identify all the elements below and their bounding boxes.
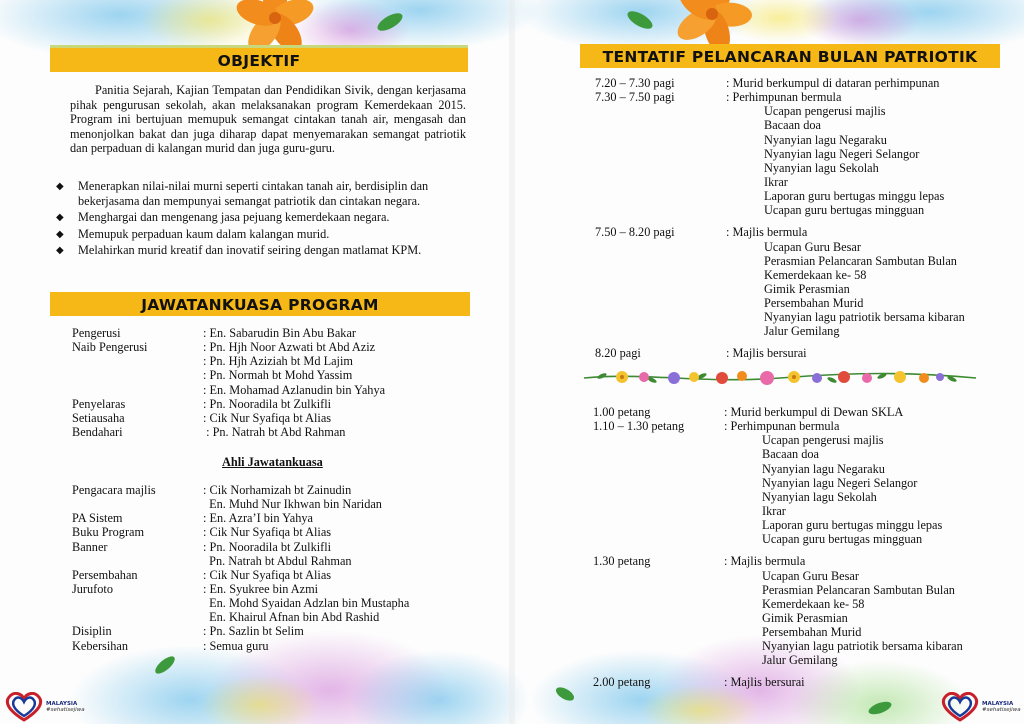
table-row [593, 569, 963, 583]
row-value: Nyanyian lagu Negeri Selangor [764, 146, 920, 161]
table-row [593, 653, 963, 667]
table-row [593, 447, 963, 461]
row-value: Ucapan guru bertugas mingguan [762, 532, 923, 547]
row-value: Kemerdekaan ke- 58 [764, 267, 867, 282]
table-row [595, 268, 965, 282]
table-row [595, 346, 965, 360]
row-label: 7.50 – 8.20 pagi [595, 225, 675, 240]
row-value: Nyanyian lagu patriotik bersama kibaran [762, 639, 963, 654]
row-label [593, 625, 724, 639]
row-label [593, 504, 724, 518]
row-label [595, 189, 726, 203]
row-value: Bacaan doa [762, 447, 820, 462]
row-value: : En. Sabarudin Bin Abu Bakar [203, 326, 357, 340]
row-label: Setiausaha [72, 410, 125, 425]
row-label: Bendahari [72, 424, 123, 439]
row-label [72, 368, 203, 382]
row-value: : Pn. Nooradila bt Zulkifli [203, 539, 332, 554]
row-label: 7.30 – 7.50 pagi [595, 90, 675, 105]
row-value: Bacaan doa [764, 118, 822, 133]
row-value: En. Muhd Nur Ikhwan bin Naridan [203, 497, 382, 512]
table-row [595, 310, 965, 324]
list-item: ◆ Memupuk perpaduan kaum dalam kalangan murid. [56, 226, 330, 241]
row-value: Gimik Perasmian [762, 610, 848, 625]
row-value: : Cik Nur Syafiqa bt Alias [203, 410, 332, 425]
table-row [595, 133, 965, 147]
row-label [595, 282, 726, 296]
row-value: : Semua guru [203, 638, 269, 653]
row-label [595, 324, 726, 338]
table-row [72, 326, 385, 340]
table-row [595, 161, 965, 175]
afternoon-schedule [593, 405, 963, 689]
logo-name: MALAYSIA [982, 701, 1014, 707]
row-value: Ucapan guru bertugas mingguan [764, 203, 925, 218]
table-row [593, 532, 963, 546]
row-value: : En. Syukree bin Azmi [203, 581, 319, 596]
table-row [593, 625, 963, 639]
row-label [593, 532, 724, 546]
row-label: Disiplin [72, 624, 112, 639]
row-value: Nyanyian lagu Sekolah [764, 160, 879, 175]
row-value: Persembahan Murid [764, 296, 864, 311]
row-value: Kemerdekaan ke- 58 [762, 596, 865, 611]
row-value: Nyanyian lagu patriotik bersama kibaran [764, 310, 965, 325]
table-row [595, 324, 965, 338]
row-value: : Pn. Sazlin bt Selim [203, 624, 304, 639]
row-value: : Pn. Normah bt Mohd Yassim [203, 368, 353, 383]
bullet-icon: ◆ [56, 181, 64, 192]
table-row [593, 611, 963, 625]
row-label: 1.30 petang [593, 554, 651, 569]
table-row [593, 405, 963, 419]
table-row [593, 476, 963, 490]
row-label: Buku Program [72, 525, 145, 540]
row-value: : Perhimpunan bermula [726, 90, 842, 105]
row-label [595, 118, 726, 132]
table-row [595, 118, 965, 132]
table-row [72, 596, 409, 610]
row-label: 1.10 – 1.30 petang [593, 419, 685, 434]
row-label: Banner [72, 539, 108, 554]
row-label [593, 462, 724, 476]
table-row [593, 504, 963, 518]
row-value: : En. Azra’I bin Yahya [203, 511, 313, 526]
row-value: : Pn. Hjh Aziziah bt Md Lajim [203, 354, 353, 369]
row-label [595, 161, 726, 175]
row-label [593, 447, 724, 461]
row-label: Kebersihan [72, 638, 128, 653]
row-value: : Pn. Natrah bt Abd Rahman [203, 424, 346, 439]
row-label: Naib Pengerusi [72, 340, 148, 355]
row-label [595, 104, 726, 118]
table-row [595, 254, 965, 268]
table-row [595, 189, 965, 203]
row-value: Ucapan Guru Besar [762, 568, 859, 583]
row-value: Laporan guru bertugas minggu lepas [764, 189, 945, 204]
row-label [593, 518, 724, 532]
table-row [593, 490, 963, 504]
row-label: 7.20 – 7.30 pagi [595, 76, 675, 90]
bullet-icon: ◆ [56, 212, 64, 224]
row-label [72, 610, 203, 624]
logo-tagline: #sehatisejiwa [46, 707, 85, 713]
list-item: ◆ Menghargai dan mengenang jasa pejuang kemerdekaan negara. [56, 210, 390, 225]
row-label: Pengerusi [72, 326, 121, 340]
table-row [595, 296, 965, 310]
row-label [593, 569, 724, 583]
table-row [72, 497, 409, 511]
row-value: : Majlis bersurai [726, 345, 807, 360]
row-label [593, 597, 724, 611]
row-value: Ucapan pengerusi majlis [764, 104, 886, 119]
row-value: Nyanyian lagu Negaraku [764, 132, 887, 147]
heart-logo-icon [4, 692, 44, 722]
malaysia-logo-left [4, 692, 85, 722]
table-row [593, 518, 963, 532]
objective-list [55, 179, 475, 259]
objektif-paragraph: Panitia Sejarah, Kajian Tempatan dan Pendidikan Sivik, dengan kerjasama pihak pengurusan sekolah, akan melaksanakan program Kemerdekaan 2015. Program ini bertujuan memupuk semangat cintakan tanah air, mengasah dan menonjolkan bakat dan juga diharap dapat menyemarakan semangat patriotik dan perpaduan di kalangan murid dan juga guru-guru. [70, 83, 466, 156]
row-label [595, 133, 726, 147]
row-value: : Perhimpunan bermula [724, 419, 840, 434]
row-label [72, 497, 203, 511]
list-item: ◆ Melahirkan murid kreatif dan inovatif seiring dengan matlamat KPM. [56, 242, 422, 257]
table-row [72, 639, 409, 653]
row-value: : Cik Nur Syafiqa bt Alias [203, 525, 332, 540]
row-value: : Murid berkumpul di dataran perhimpunan [726, 76, 940, 90]
row-value: : Pn. Nooradila bt Zulkifli [203, 396, 332, 411]
row-label [595, 296, 726, 310]
row-value: : En. Mohamad Azlanudin bin Yahya [203, 382, 386, 397]
jawatankuasa-heading: JAWATANKUASA PROGRAM [50, 292, 470, 316]
row-value: Jalur Gemilang [764, 324, 840, 339]
list-item: ◆ Menerapkan nilai-nilai murni seperti cintakan tanah air, berdisiplin dan bekerjasama dan mempunyai semangat patriotik dan cintakan negara. [56, 179, 429, 209]
row-value: En. Khairul Afnan bin Abd Rashid [203, 610, 380, 625]
table-row [595, 203, 965, 217]
table-row [595, 104, 965, 118]
row-label [593, 476, 724, 490]
row-label: 2.00 petang [593, 674, 651, 689]
row-value: Gimik Perasmian [764, 281, 850, 296]
ahli-list [72, 483, 409, 653]
row-value: Perasmian Pelancaran Sambutan Bulan [764, 253, 957, 268]
row-value: Nyanyian lagu Sekolah [762, 489, 877, 504]
table-row [595, 225, 965, 239]
table-row [72, 610, 409, 624]
row-value: Laporan guru bertugas minggu lepas [762, 518, 943, 533]
objektif-heading: OBJEKTIF [50, 45, 468, 72]
table-row [595, 175, 965, 189]
row-value: En. Mohd Syaidan Adzlan bin Mustapha [203, 596, 410, 611]
table-row [72, 340, 385, 354]
row-value: : Majlis bermula [724, 554, 806, 569]
row-label [595, 147, 726, 161]
logo-name: MALAYSIA [46, 701, 78, 707]
row-value: Nyanyian lagu Negeri Selangor [762, 475, 918, 490]
row-label [72, 354, 203, 368]
table-row [72, 582, 409, 596]
table-row [72, 568, 409, 582]
table-row [72, 354, 385, 368]
row-label [595, 268, 726, 282]
row-value: Ikrar [762, 503, 786, 518]
row-label: 8.20 pagi [595, 345, 641, 360]
row-label: PA Sistem [72, 511, 123, 526]
table-row [593, 419, 963, 433]
row-value: Nyanyian lagu Negaraku [762, 461, 885, 476]
table-row [72, 397, 385, 411]
table-row [595, 76, 965, 90]
row-label [595, 310, 726, 324]
row-label [593, 653, 724, 667]
table-row [593, 639, 963, 653]
row-value: Persembahan Murid [762, 625, 862, 640]
table-row [72, 554, 409, 568]
committee-list [72, 326, 385, 439]
row-label [593, 639, 724, 653]
table-row [72, 540, 409, 554]
row-value: : Murid berkumpul di Dewan SKLA [724, 405, 904, 419]
row-value: : Cik Nur Syafiqa bt Alias [203, 567, 332, 582]
row-value: : Majlis bersurai [724, 674, 805, 689]
table-row [595, 240, 965, 254]
bullet-icon: ◆ [56, 244, 64, 256]
row-label [72, 554, 203, 568]
row-label: 1.00 petang [593, 405, 651, 419]
morning-schedule [595, 76, 965, 360]
row-value: : Cik Norhamizah bt Zainudin [203, 483, 352, 497]
heart-logo-icon [940, 692, 980, 722]
row-label: Penyelaras [72, 396, 126, 411]
table-row [72, 483, 409, 497]
row-value: Ucapan Guru Besar [764, 239, 861, 254]
row-label [595, 240, 726, 254]
row-label [72, 596, 203, 610]
ahli-jawatankuasa-title: Ahli Jawatankuasa [222, 455, 323, 469]
row-label [72, 383, 203, 397]
table-row [595, 147, 965, 161]
table-row [72, 368, 385, 382]
row-value: Perasmian Pelancaran Sambutan Bulan [762, 582, 955, 597]
table-row [72, 383, 385, 397]
table-row [72, 511, 409, 525]
table-row [595, 282, 965, 296]
row-value: Ucapan pengerusi majlis [762, 433, 884, 448]
bullet-icon: ◆ [56, 228, 64, 240]
row-label: Jurufoto [72, 581, 113, 596]
row-label [593, 611, 724, 625]
row-label [593, 490, 724, 504]
row-value: : Majlis bermula [726, 225, 808, 240]
row-value: : Pn. Hjh Noor Azwati bt Abd Aziz [203, 340, 376, 355]
table-row [595, 90, 965, 104]
row-label: Persembahan [72, 567, 138, 582]
tentatif-heading: TENTATIF PELANCARAN BULAN PATRIOTIK [580, 44, 1000, 68]
table-row [72, 425, 385, 439]
table-row [593, 583, 963, 597]
row-label [593, 433, 724, 447]
table-row [593, 462, 963, 476]
table-row [593, 433, 963, 447]
row-label [595, 254, 726, 268]
row-value: Jalur Gemilang [762, 653, 838, 668]
row-label: Pengacara majlis [72, 483, 156, 497]
malaysia-logo-right [940, 692, 1021, 722]
table-row [593, 597, 963, 611]
table-row [72, 624, 409, 638]
row-value: Pn. Natrah bt Abdul Rahman [203, 553, 352, 568]
logo-tagline: #sehatisejiwa [982, 707, 1021, 713]
flower-divider [582, 364, 978, 392]
row-label [595, 203, 726, 217]
row-label [595, 175, 726, 189]
row-label [593, 583, 724, 597]
table-row [593, 675, 963, 689]
table-row [72, 525, 409, 539]
row-value: Ikrar [764, 174, 788, 189]
table-row [72, 411, 385, 425]
table-row [593, 554, 963, 568]
